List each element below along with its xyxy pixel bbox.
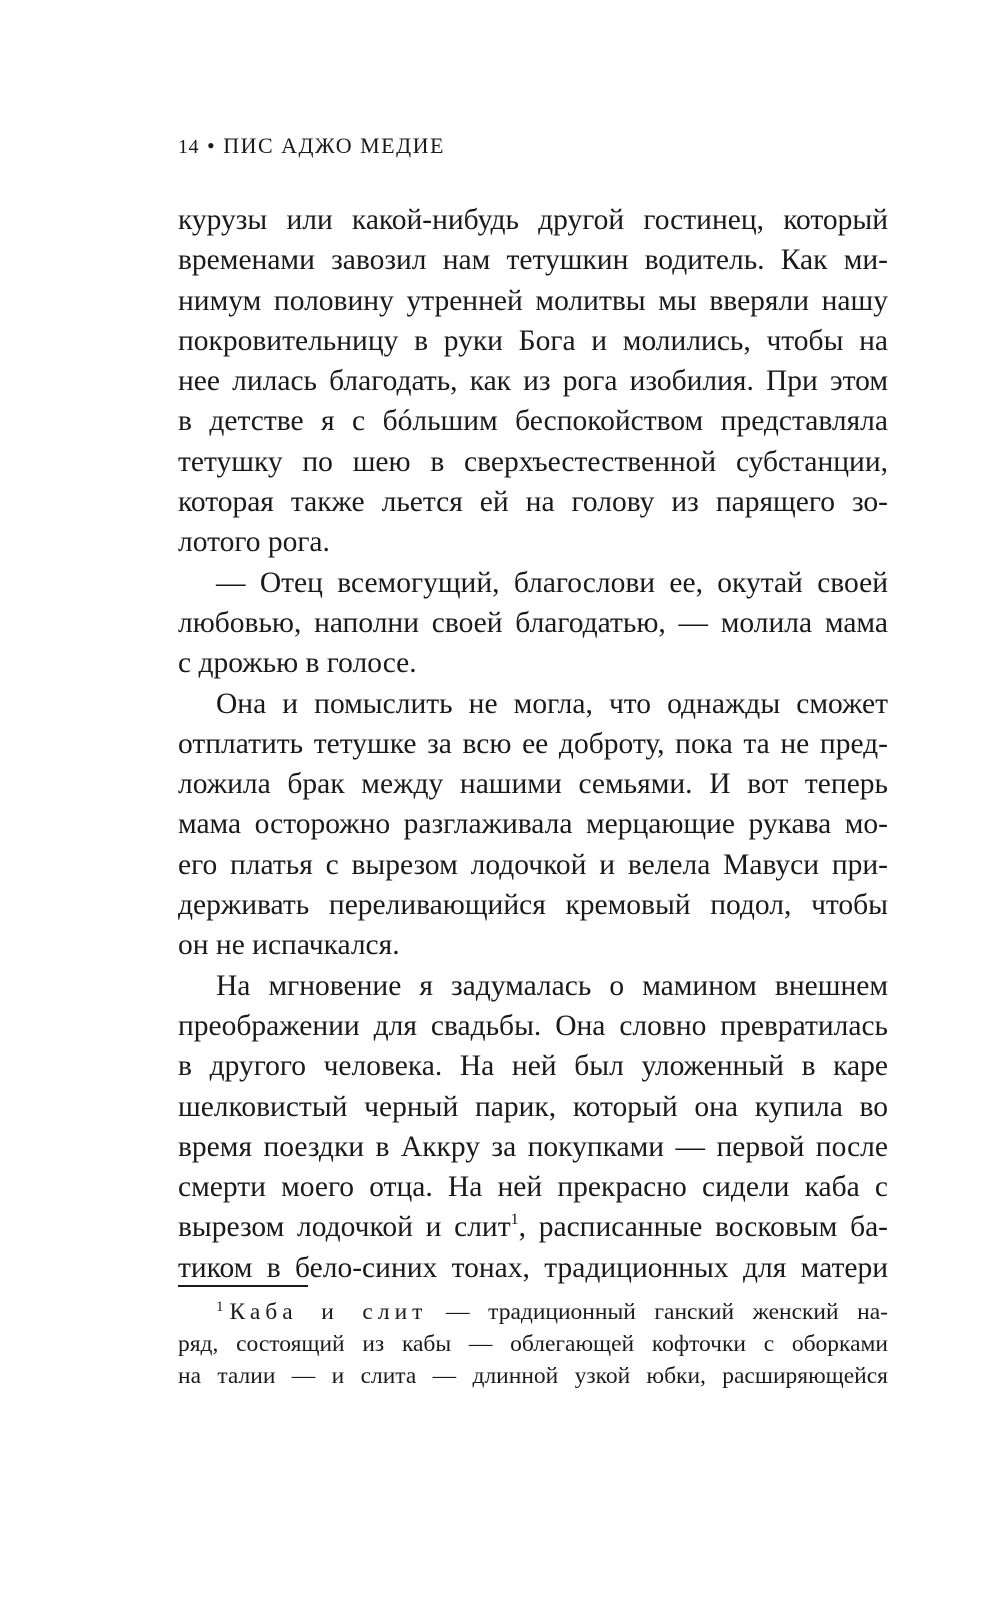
footnote-divider (178, 1285, 308, 1287)
page-number: 14 (178, 136, 199, 158)
text-line: мама осторожно разглаживала мерцающие рукава мо- (178, 808, 888, 841)
text-line: время поездки в Аккру за покупками — первой после (178, 1130, 888, 1163)
text-line: с дрожью в голосе. (178, 647, 417, 680)
text-line: смерти моего отца. На ней прекрасно сидели каба с (178, 1171, 888, 1204)
text-line: нее лилась благодать, как из рога изобилия. При этом (178, 365, 888, 398)
footnote-line: на талии — и слита — длинной узкой юбки, расширяющейся (178, 1363, 888, 1389)
footnote-term: Каба и слит (229, 1299, 428, 1325)
text-line: в детстве я с бóльшим беспокойством представляла (178, 405, 888, 438)
text-fragment: вырезом лодочкой и слит (178, 1211, 511, 1244)
text-line: временами завозил нам тетушкин водитель. Как ми- (178, 244, 888, 277)
text-line: отплатить тетушке за всю ее доброту, пока та не пред- (178, 727, 888, 760)
text-line: тетушку по шею в сверхъестественной субстанции, (178, 445, 888, 478)
running-head-bullet: • (207, 133, 216, 158)
text-line: тиком в бело-синих тонах, традиционных для матери (178, 1251, 888, 1284)
text-line: которая также льется ей на голову из парящего зо- (178, 486, 888, 519)
footnote-line: ряд, состоящий из кабы — облегающей кофточки с оборками (178, 1331, 888, 1357)
footnote-mark: 1 (216, 1299, 224, 1315)
text-line: шелковистый черный парик, который она купила во (178, 1090, 888, 1123)
text-line: его платья с вырезом лодочкой и велела Мавуси при- (178, 848, 888, 881)
book-title: ПИС АДЖО МЕДИЕ (223, 133, 445, 158)
running-head (178, 133, 445, 159)
text-line: нимум половину утренней молитвы мы вверяли нашу (178, 284, 888, 317)
body-text (178, 200, 888, 1288)
text-line-with-footnote (178, 1207, 888, 1247)
text-line: любовью, наполни своей благодатью, — молила мама (178, 606, 888, 639)
text-line: в другого человека. На ней был уложенный в каре (178, 1050, 888, 1083)
text-line: лотого рога. (178, 526, 330, 559)
text-line: держивать переливающийся кремовый подол, чтобы (178, 889, 888, 922)
footnote-text: — традиционный ганский женский на- (427, 1299, 889, 1325)
footnote-line (178, 1296, 888, 1328)
text-line: ложила брак между нашими семьями. И вот теперь (178, 768, 888, 801)
text-line: преображении для свадьбы. Она словно превратилась (178, 1009, 888, 1042)
text-line: курузы или какой-нибудь другой гостинец, который (178, 204, 888, 236)
text-fragment: , расписанные восковым ба- (518, 1211, 888, 1244)
text-line: — Отец всемогущий, благослови ее, окутай своей (216, 566, 888, 599)
text-line: На мгновение я задумалась о мамином внешнем (216, 969, 888, 1002)
footnote (178, 1296, 888, 1392)
footnote-reference[interactable]: 1 (510, 1211, 519, 1229)
text-line: он не испачкался. (178, 929, 400, 962)
text-line: покровительницу в руки Бога и молились, чтобы на (178, 324, 888, 357)
text-line: Она и помыслить не могла, что однажды сможет (216, 687, 888, 720)
